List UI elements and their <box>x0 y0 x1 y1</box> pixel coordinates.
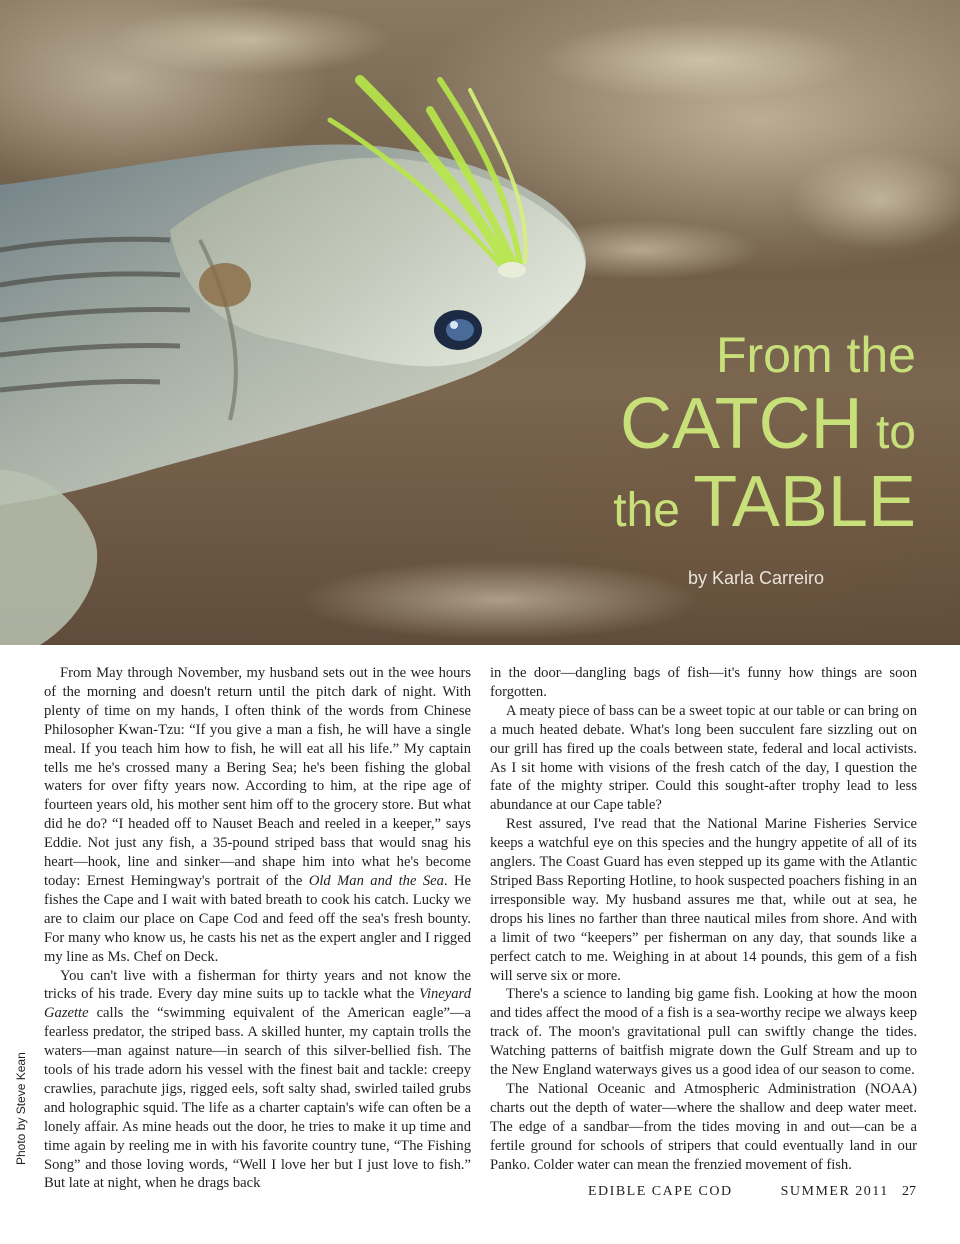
article-title <box>613 327 916 544</box>
byline: by Karla Carreiro <box>687 568 824 588</box>
paragraph: The National Oceanic and Atmospheric Administration (NOAA) charts out the depth of water—where the shallow and deep water meet. The edge of a sandbar—from the tides moving in and out—can be a fertile ground for schools of stripers that could eventually land in our Panko. Colder water can mean the frenzied movement of fish. <box>490 1080 917 1173</box>
article-column-left <box>44 664 471 1193</box>
magazine-name: EDIBLE CAPE COD <box>588 1184 733 1199</box>
paragraph: You can't live with a fisherman for thirty years and not know the tricks of his trade. Every day mine suits up to tackle what the Vineyard Gazette calls the “swimming equivalent of the American eagle”—a fearless predator, the striped bass. A skilled hunter, my captain trolls the waters—man against nature—in search of this silver-bellied fish. The tools of his trade adorn his vessel with the finest bait and tackle: creepy crawlies, parachute jigs, rigged eels, soft salty shad, swirled tailed grubs and holographic squid. The life as a charter captain's wife can often be a lonely affair. As mine heads out the door, he tries to make it up time and time again by reeling me in with his favorite country tune, “The Fishing Song” and those loving words, “Well I love her but I just love to fish.” But late at night, when he drags back <box>44 967 471 1192</box>
page-number: 27 <box>902 1184 916 1199</box>
paragraph: Rest assured, I've read that the National Marine Fisheries Service keeps a watchful eye on this species and the hungry appetite of all of its anglers. The Coast Guard has even stepped up its game with the Atlantic Striped Bass Reporting Hotline, to hook suspected poachers fishing in an irresponsible way. My husband assures me that, while out at sea, he drops his lines no farther than three nautical miles from shore. And with a limit of two “keepers” per fisherman on any day, that sounds like a perfect catch to me. Weighing in at about 14 pounds, this gem of a fish will serve six or more. <box>490 816 917 984</box>
title-to: to <box>862 406 916 459</box>
paragraph: A meaty piece of bass can be a sweet topic at our table or can bring on a much heated debate. What's long been succulent fare sizzling out on our grill has fired up the coals between state, federal and local activists. As I sit home with visions of the fresh catch of the day, I question the fate of the mighty striper. Could this sought-after trophy lead to less abundance at our Cape table? <box>490 702 917 814</box>
title-line-1: From the <box>715 327 916 383</box>
paragraph: From May through November, my husband sets out in the wee hours of the morning and doesn't return until the pitch dark of night. With plenty of time on my hands, I often think of the words from Chinese Philosopher Kwan-Tzu: “If you give a man a fish, he will have a single meal. If you teach him how to fish, he will eat all his life.” My captain tells me he's crossed many a Bering Sea; he's been fishing the global waters for over fifty years now. According to him, at the ripe age of fourteen years old, his mother sent him off to the grocery store. But what did he do? “I headed off to Nauset Beach and reeled in a keeper,” says Eddie. Not just any fish, a 35-pound striped bass that would snag his heart—hook, line and sinker—and shape him into what he's become today: Ernest Hemingway's portrait of the Old Man and the Sea. He fishes the Cape and I wait with bated breath to cook his catch. Lucky we are to claim our place on Cape Cod and feed off the sea's fresh bounty. For many who know us, he casts his net as the expert angler and I rigged my line as Ms. Chef on Deck. <box>44 665 471 965</box>
photo-credit: Photo by Steve Kean <box>14 1052 28 1165</box>
title-table: TABLE <box>693 462 916 542</box>
issue-date: SUMMER 2011 <box>780 1184 889 1199</box>
page-footer <box>588 1184 916 1200</box>
title-catch: CATCH <box>619 384 863 464</box>
title-line-3 <box>613 462 916 542</box>
title-the: the <box>613 484 694 537</box>
paragraph: There's a science to landing big game fish. Looking at how the moon and tides affect the mood of a fish is a sea-worthy recipe we always keep track of. The moon's gravitational pull can swiftly change the tides. Watching patterns of baitfish migrate down the Gulf Stream and up to the New England waterways gives us a good idea of our season to come. <box>490 986 917 1079</box>
title-line-2 <box>613 384 916 464</box>
paragraph: in the door—dangling bags of fish—it's funny how things are soon forgotten. <box>490 665 917 700</box>
article-column-right <box>490 664 917 1174</box>
